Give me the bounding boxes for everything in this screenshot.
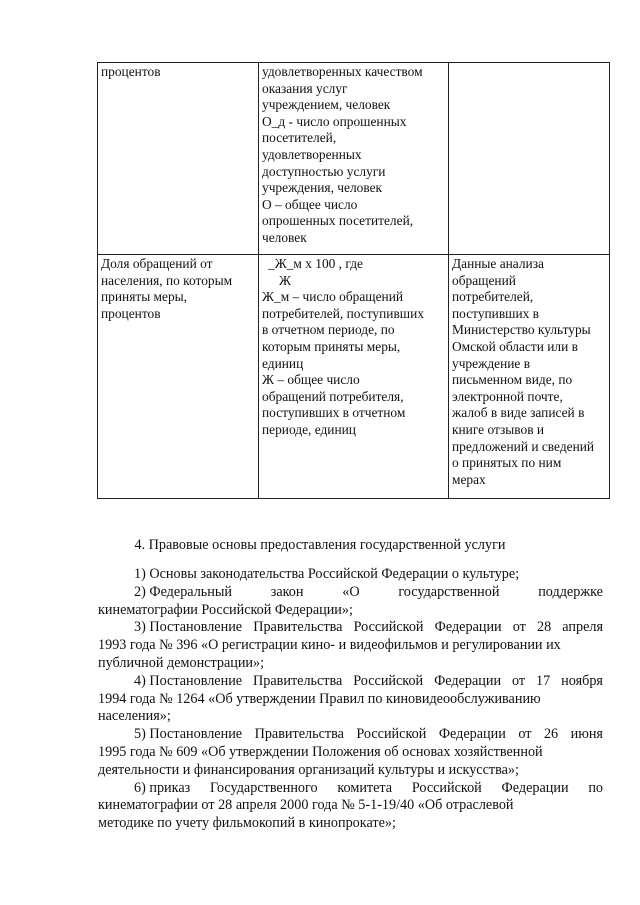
legal-item-text: населения»;	[98, 708, 171, 725]
legal-item-word: Государственного	[210, 779, 318, 796]
cell-text-line: опрошенных посетителей,	[262, 213, 414, 229]
calculation-cell	[259, 63, 449, 255]
legal-item-first-line	[98, 780, 603, 798]
cell-text-line: Ж_м – число обращений	[262, 289, 404, 305]
cell-text-line: приняты меры,	[101, 289, 188, 305]
cell-text-line: предложений и сведений	[452, 438, 595, 454]
legal-item-first-line	[98, 584, 603, 602]
legal-item-word: Правительства	[253, 619, 343, 636]
legal-item-word: июня	[570, 726, 603, 743]
legal-item-word: Федерации	[434, 672, 502, 689]
calculation-cell	[259, 255, 449, 499]
cell-text-line: процентов	[101, 305, 161, 321]
cell-text-line: потребителей,	[452, 289, 534, 305]
indicator-name-cell	[98, 255, 259, 499]
legal-item-text: 1995 года № 609 «Об утверждении Положения об основах хозяйственной	[98, 743, 543, 760]
legal-item-text: 1994 года № 1264 «Об утверждении Правил по киновидеообслуживанию	[98, 690, 541, 707]
legal-item-word: по	[588, 779, 603, 796]
legal-item-text: кинематографии Российской Федерации»;	[98, 601, 353, 618]
legal-item-text: методике по учету фильмокопий в кинопрокате»;	[98, 815, 396, 832]
cell-text-line: учреждения, человек	[262, 180, 383, 196]
formula-numerator: _Ж_м х 100 , где	[268, 256, 363, 271]
cell-text-line: обращений потребителя,	[262, 388, 404, 404]
cell-text-line: удовлетворенных качеством	[262, 64, 423, 79]
legal-list-item	[98, 566, 603, 584]
legal-item-word: Федерации	[438, 726, 506, 743]
legal-list-item	[98, 619, 603, 672]
legal-item-first-line	[98, 726, 603, 744]
legal-item-word: 6) приказ	[134, 779, 191, 796]
cell-text-line: книге отзывов и	[452, 421, 545, 437]
indicator-name-cell	[98, 63, 259, 255]
legal-item-word: Федерации	[501, 779, 569, 796]
legal-item-word: государственной	[398, 583, 500, 600]
cell-text-line: Данные анализа	[452, 256, 544, 271]
cell-text-line: учреждением, человек	[262, 97, 391, 113]
legal-item-word: закон	[270, 583, 304, 600]
formula-denominator: Ж	[279, 272, 291, 288]
cell-text-line: Ж – общее число	[262, 372, 360, 388]
section-title: 4. Правовые основы предоставления государственной услуги	[134, 537, 506, 553]
legal-item-first-line	[98, 619, 603, 637]
legal-item-word: Правительства	[254, 726, 344, 743]
legal-item-text: 1) Основы законодательства Российской Федерации о культуре;	[134, 566, 520, 582]
cell-text-line: в отчетном периоде, по	[262, 322, 395, 338]
legal-item-word: «О	[342, 583, 360, 600]
cell-text-line: О_д - число опрошенных	[262, 113, 407, 129]
legal-list-item	[98, 780, 603, 833]
legal-item-word: Российской	[353, 672, 424, 689]
cell-text-line: единиц	[262, 355, 304, 371]
legal-item-word: поддержке	[538, 583, 603, 600]
legal-basis-list	[98, 566, 603, 833]
cell-text-line: Доля обращений от	[101, 256, 213, 271]
cell-text-line: Омской области или в	[452, 338, 578, 354]
cell-text-line: обращений	[452, 272, 516, 288]
legal-item-text: кинематографии от 28 апреля 2000 года № 5-1-19/40 «Об отраслевой	[98, 797, 514, 814]
table-row	[98, 255, 610, 499]
legal-item-word: от	[512, 619, 526, 636]
cell-text-line: поступивших в	[452, 305, 540, 321]
legal-item-word: апреля	[562, 619, 603, 636]
data-source-cell	[449, 255, 610, 499]
cell-text-line: о принятых по ним	[452, 455, 562, 471]
cell-text-line: учреждение в	[452, 355, 531, 371]
legal-list-item	[98, 726, 603, 779]
cell-text-line: доступностью услуги	[262, 163, 386, 179]
legal-item-word: 5) Постановление	[134, 726, 243, 743]
legal-item-word: комитета	[337, 779, 393, 796]
cell-text-line: которым приняты меры,	[262, 338, 401, 354]
cell-text-line: удовлетворенных	[262, 146, 362, 162]
legal-item-word: ноября	[561, 672, 603, 689]
legal-item-word: Правительства	[253, 672, 343, 689]
table-row	[98, 63, 610, 255]
cell-text-line: письменном виде, по	[452, 372, 573, 388]
legal-item-word: 3) Постановление	[134, 619, 243, 636]
legal-item-word: от	[512, 672, 526, 689]
legal-list-item	[98, 673, 603, 726]
legal-item-word: от	[518, 726, 532, 743]
cell-text-line: мерах	[452, 471, 486, 487]
cell-text-line: населения, по которым	[101, 272, 233, 288]
legal-item-text: деятельности и финансирования организаций культуры и искусства»;	[98, 761, 519, 778]
cell-text-line: поступивших в отчетном	[262, 405, 406, 421]
data-source-cell	[449, 63, 610, 255]
cell-text-line: О – общее число	[262, 196, 358, 212]
cell-text-line: человек	[262, 229, 307, 245]
legal-item-word: Российской	[411, 779, 482, 796]
legal-item-word: Российской	[353, 619, 424, 636]
legal-item-word: 28	[536, 619, 552, 636]
cell-text-line: посетителей,	[262, 130, 337, 146]
legal-item-word: Федерации	[434, 619, 502, 636]
indicators-table	[97, 62, 610, 499]
legal-item-word: 4) Постановление	[134, 672, 243, 689]
legal-item-text: 1993 года № 396 «О регистрации кино- и видеофильмов и регулировании их	[98, 637, 561, 654]
legal-item-text: публичной демонстрации»;	[98, 654, 265, 671]
legal-item-word: 17	[536, 672, 551, 689]
formula-legend	[262, 289, 445, 438]
legal-item-word: 26	[543, 726, 559, 743]
cell-text-line: потребителей, поступивших	[262, 305, 424, 321]
cell-text-line: периоде, единиц	[262, 421, 356, 437]
cell-text-line: жалоб в виде записей в	[452, 405, 585, 421]
cell-text-line: оказания услуг	[262, 80, 348, 96]
legal-item-first-line	[98, 673, 603, 691]
legal-list-item	[98, 584, 603, 620]
legal-item-word: 2) Федеральный	[134, 583, 232, 600]
cell-text-line: процентов	[101, 64, 161, 79]
cell-text-line: Министерство культуры	[452, 322, 591, 338]
cell-text-line: электронной почте,	[452, 388, 563, 404]
legal-item-word: Российской	[356, 726, 427, 743]
